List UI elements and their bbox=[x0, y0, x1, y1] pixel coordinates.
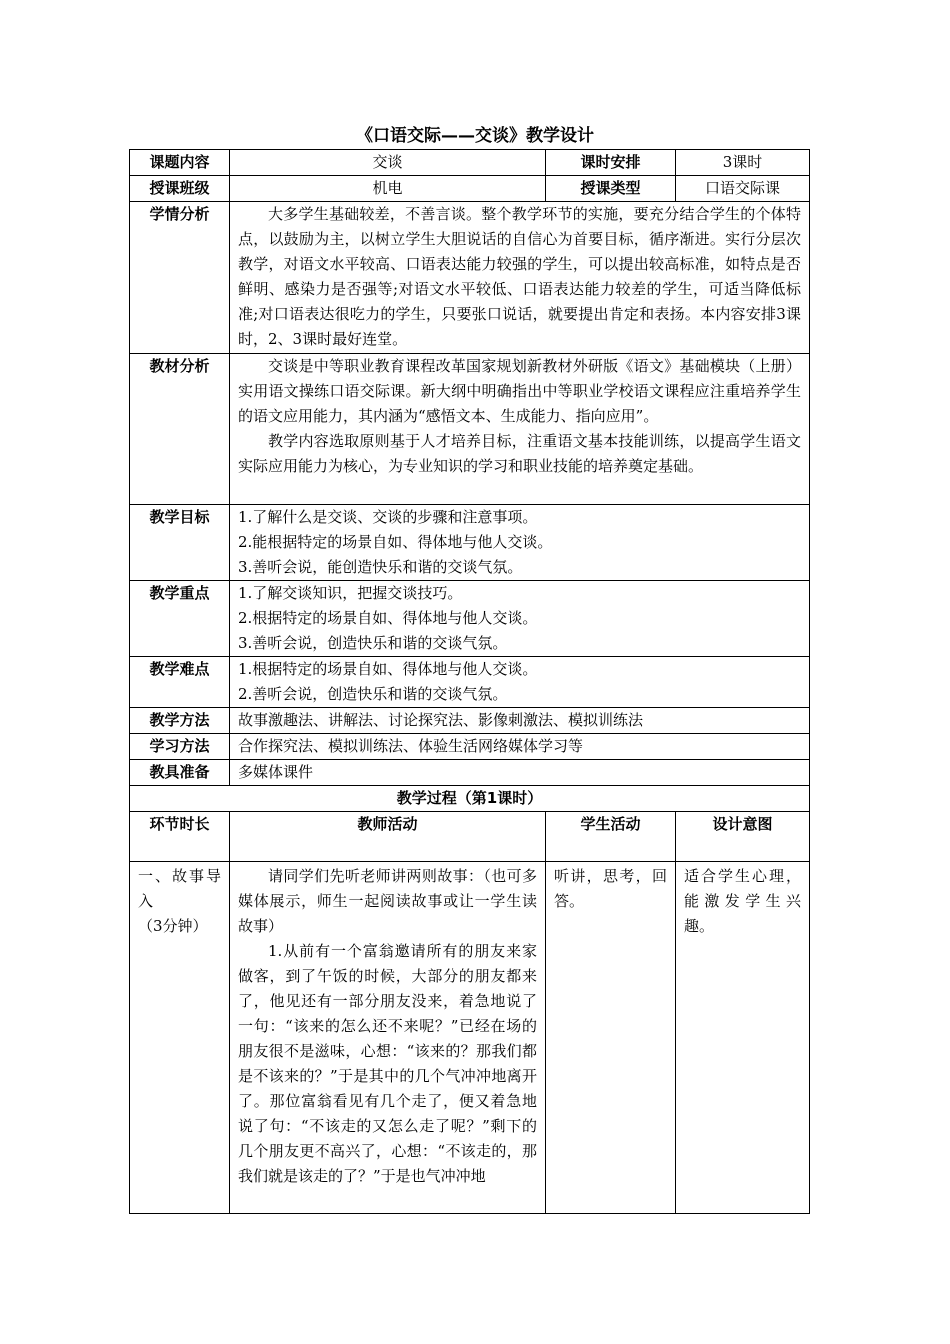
hours-value: 3课时 bbox=[676, 150, 810, 176]
column-header-student: 学生活动 bbox=[546, 812, 676, 862]
goal-item: 3.善听会说，能创造快乐和谐的交谈气氛。 bbox=[238, 558, 523, 576]
keypoints-label: 教学重点 bbox=[130, 581, 230, 657]
topic-value: 交谈 bbox=[230, 150, 546, 176]
teacher-paragraph-2: 1.从前有一个富翁邀请所有的朋友来家做客，到了午饭的时候，大部分的朋友都来了，他见还有一部分朋友没来，着急地说了一句：“该来的怎么还不来呢？”已经在场的朋友很不是滋味，心想：“该来的？那我们都是不该来的？”于是其中的几个气冲冲地离开了。那位富翁看见有几个走了，便又着急地说了句：“不该走的又怎么走了呢？”剩下的几个朋友更不高兴了，心想：“不该走的，那我们就是该走的了？”于是也气冲冲地 bbox=[238, 942, 537, 1185]
difficulty-item: 1.根据特定的场景自如、得体地与他人交谈。 bbox=[238, 660, 538, 678]
tools-label: 教具准备 bbox=[130, 760, 230, 786]
column-header-intent: 设计意图 bbox=[676, 812, 810, 862]
keypoints-list bbox=[230, 581, 810, 657]
goals-label: 教学目标 bbox=[130, 505, 230, 581]
student-activity-cell bbox=[546, 862, 676, 1214]
tools-value: 多媒体课件 bbox=[230, 760, 810, 786]
topic-label: 课题内容 bbox=[130, 150, 230, 176]
design-intent-text: 适合学生心理，能激发学生兴趣。 bbox=[684, 867, 801, 935]
student-analysis-paragraph: 大多学生基础较差，不善言谈。整个教学环节的实施，要充分结合学生的个体特点，以鼓励为主，以树立学生大胆说话的自信心为首要目标，循序渐进。实行分层次教学，对语文水平较高、口语表达能力较强的学生，可以提出较高标准，如特点是否鲜明、感染力是否强等;对语文水平较低、口语表达能力较差的学生，可适当降低标准;对口语表达很吃力的学生，只要张口说话，就要提出肯定和表扬。本内容安排3课时，2、3课时最好连堂。 bbox=[238, 205, 801, 348]
teaching-method-value: 故事激趣法、讲解法、讨论探究法、影像刺激法、模拟训练法 bbox=[230, 708, 810, 734]
difficulties-list bbox=[230, 657, 810, 708]
hours-label: 课时安排 bbox=[546, 150, 676, 176]
difficulties-label: 教学难点 bbox=[130, 657, 230, 708]
student-activity-text: 听讲，思考，回答。 bbox=[554, 867, 667, 910]
lesson-plan-table bbox=[129, 149, 810, 1214]
keypoint-item: 2.根据特定的场景自如、得体地与他人交谈。 bbox=[238, 609, 538, 627]
material-paragraph-1: 交谈是中等职业教育课程改革国家规划新教材外研版《语文》基础模块（上册）实用语文操练口语交际课。新大纲中明确指出中等职业学校语文课程应注重培养学生的语文应用能力，其内涵为“感悟文本、生成能力、指向应用”。 bbox=[238, 357, 801, 425]
material-analysis-text bbox=[230, 354, 810, 505]
material-analysis-label: 教材分析 bbox=[130, 354, 230, 505]
column-header-teacher: 教师活动 bbox=[230, 812, 546, 862]
teacher-activity-cell bbox=[230, 862, 546, 1214]
student-analysis-text bbox=[230, 202, 810, 354]
type-value: 口语交际课 bbox=[676, 176, 810, 202]
process-stage-cell bbox=[130, 862, 230, 1214]
design-intent-cell bbox=[676, 862, 810, 1214]
teaching-method-label: 教学方法 bbox=[130, 708, 230, 734]
student-analysis-label: 学情分析 bbox=[130, 202, 230, 354]
goals-list bbox=[230, 505, 810, 581]
goal-item: 1.了解什么是交谈、交谈的步骤和注意事项。 bbox=[238, 508, 538, 526]
material-paragraph-2: 教学内容选取原则基于人才培养目标，注重语文基本技能训练，以提高学生语文实际应用能力为核心，为专业知识的学习和职业技能的培养奠定基础。 bbox=[238, 432, 801, 475]
difficulty-item: 2.善听会说，创造快乐和谐的交谈气氛。 bbox=[238, 685, 508, 703]
class-value: 机电 bbox=[230, 176, 546, 202]
learning-method-label: 学习方法 bbox=[130, 734, 230, 760]
teacher-paragraph-1: 请同学们先听老师讲两则故事：（也可多媒体展示，师生一起阅读故事或让一学生读故事） bbox=[238, 867, 537, 935]
type-label: 授课类型 bbox=[546, 176, 676, 202]
learning-method-value: 合作探究法、模拟训练法、体验生活网络媒体学习等 bbox=[230, 734, 810, 760]
keypoint-item: 1.了解交谈知识，把握交谈技巧。 bbox=[238, 584, 463, 602]
page-title: 《口语交际——交谈》教学设计 bbox=[356, 126, 594, 146]
column-header-stage: 环节时长 bbox=[130, 812, 230, 862]
class-label: 授课班级 bbox=[130, 176, 230, 202]
stage-duration: （3分钟） bbox=[138, 917, 208, 935]
stage-name: 一、故事导入 bbox=[138, 867, 221, 910]
process-section-title: 教学过程（第1课时） bbox=[130, 786, 810, 812]
keypoint-item: 3.善听会说，创造快乐和谐的交谈气氛。 bbox=[238, 634, 508, 652]
goal-item: 2.能根据特定的场景自如、得体地与他人交谈。 bbox=[238, 533, 553, 551]
